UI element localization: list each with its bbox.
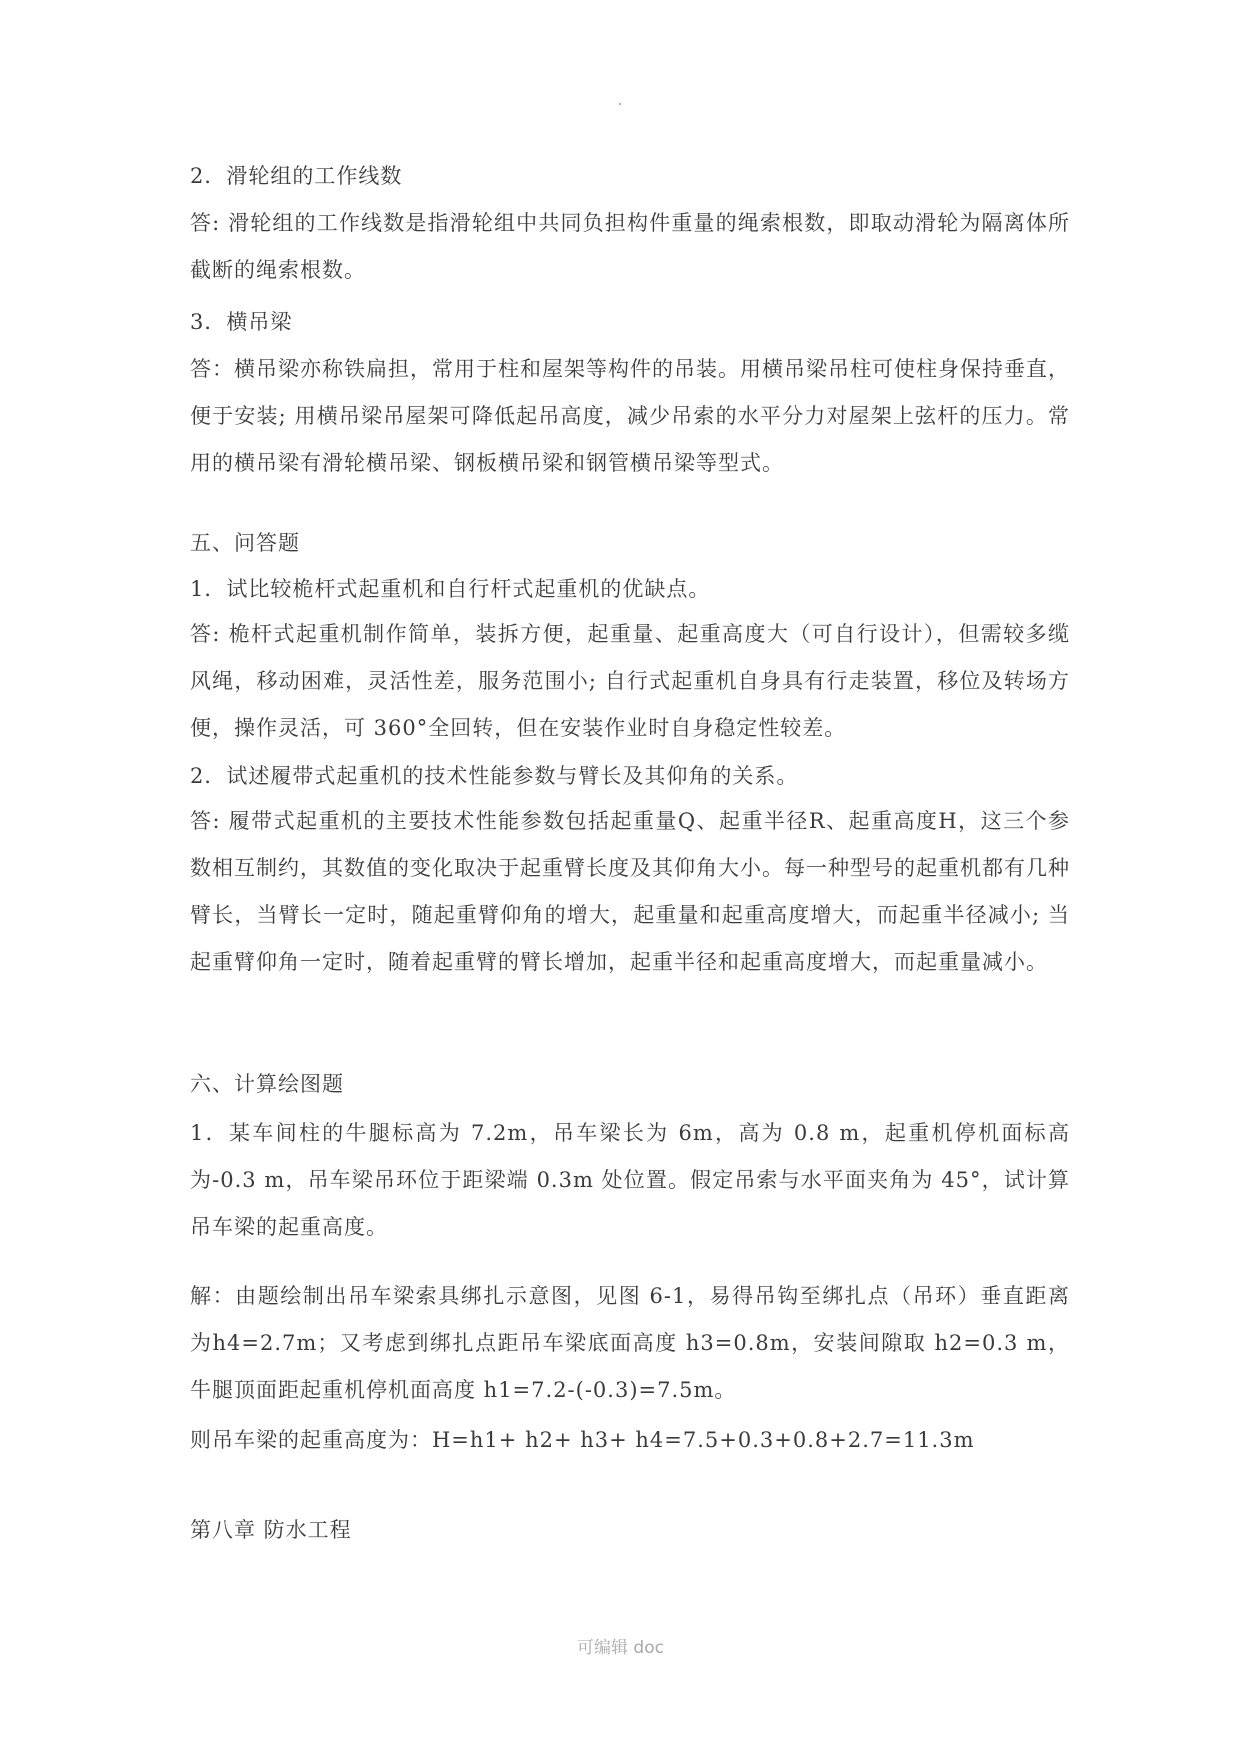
footer-watermark: 可编辑 doc — [577, 1638, 664, 1658]
item-3-title: 3．横吊梁 — [190, 310, 293, 334]
section-6-heading: 六、计算绘图题 — [190, 1072, 344, 1096]
question-1-answer: 答: 桅杆式起重机制作简单，装拆方便，起重量、起重高度大（可自行设计），但需较多缆风绳，移动困难，灵活性差，服务范围小; 自行式起重机自身具有行走装置，移位及转场方便，操作灵活，可 360°全回转，但在安装作业时自身稳定性较差。 — [190, 622, 1070, 740]
item-2-answer: 答: 滑轮组的工作线数是指滑轮组中共同负担构件重量的绳索根数，即取动滑轮为隔离体所截断的绳索根数。 — [190, 211, 1070, 282]
question-2-answer: 答: 履带式起重机的主要技术性能参数包括起重量Q、起重半径R、起重高度H，这三个参数相互制约，其数值的变化取决于起重臂长度及其仰角大小。每一种型号的起重机都有几种臂长，当臂长一定时，随起重臂仰角的增大，起重量和起重高度增大，而起重半径减小; 当起重臂仰角一定时，随着起重臂的臂长增加，起重半径和起重高度增大，而起重量减小。 — [190, 809, 1070, 974]
section-5-heading: 五、问答题 — [190, 531, 300, 555]
page-top-dot — [619, 103, 621, 105]
calc-1-result: 则吊车梁的起重高度为：H=h1+ h2+ h3+ h4=7.5+0.3+0.8+2.7=11.3m — [190, 1428, 975, 1452]
question-1-title: 1．试比较桅杆式起重机和自行杆式起重机的优缺点。 — [190, 577, 711, 601]
calc-1-question: 1．某车间柱的牛腿标高为 7.2m，吊车梁长为 6m，高为 0.8 m，起重机停机面标高为-0.3 m，吊车梁吊环位于距梁端 0.3m 处位置。假定吊索与水平面夹角为 45°，试计算吊车梁的起重高度。 — [190, 1121, 1070, 1239]
item-3-answer: 答：横吊梁亦称铁扁担，常用于柱和屋架等构件的吊装。用横吊梁吊柱可使柱身保持垂直，便于安装; 用横吊梁吊屋架可降低起吊高度，减少吊索的水平分力对屋架上弦杆的压力。常用的横吊梁有滑轮横吊梁、钢板横吊梁和钢管横吊梁等型式。 — [190, 357, 1070, 475]
document-content — [190, 160, 1070, 1546]
question-2-title: 2．试述履带式起重机的技术性能参数与臂长及其仰角的关系。 — [190, 764, 799, 788]
calc-1-solution: 解：由题绘制出吊车梁索具绑扎示意图，见图 6-1，易得吊钩至绑扎点（吊环）垂直距离为h4=2.7m；又考虑到绑扎点距吊车梁底面高度 h3=0.8m，安装间隙取 h2=0.3 m，牛腿顶面距起重机停机面高度 h1=7.2-(-0.3)=7.5m。 — [190, 1284, 1070, 1402]
item-2-title: 2．滑轮组的工作线数 — [190, 164, 403, 188]
chapter-heading: 第八章 防水工程 — [190, 1518, 352, 1542]
